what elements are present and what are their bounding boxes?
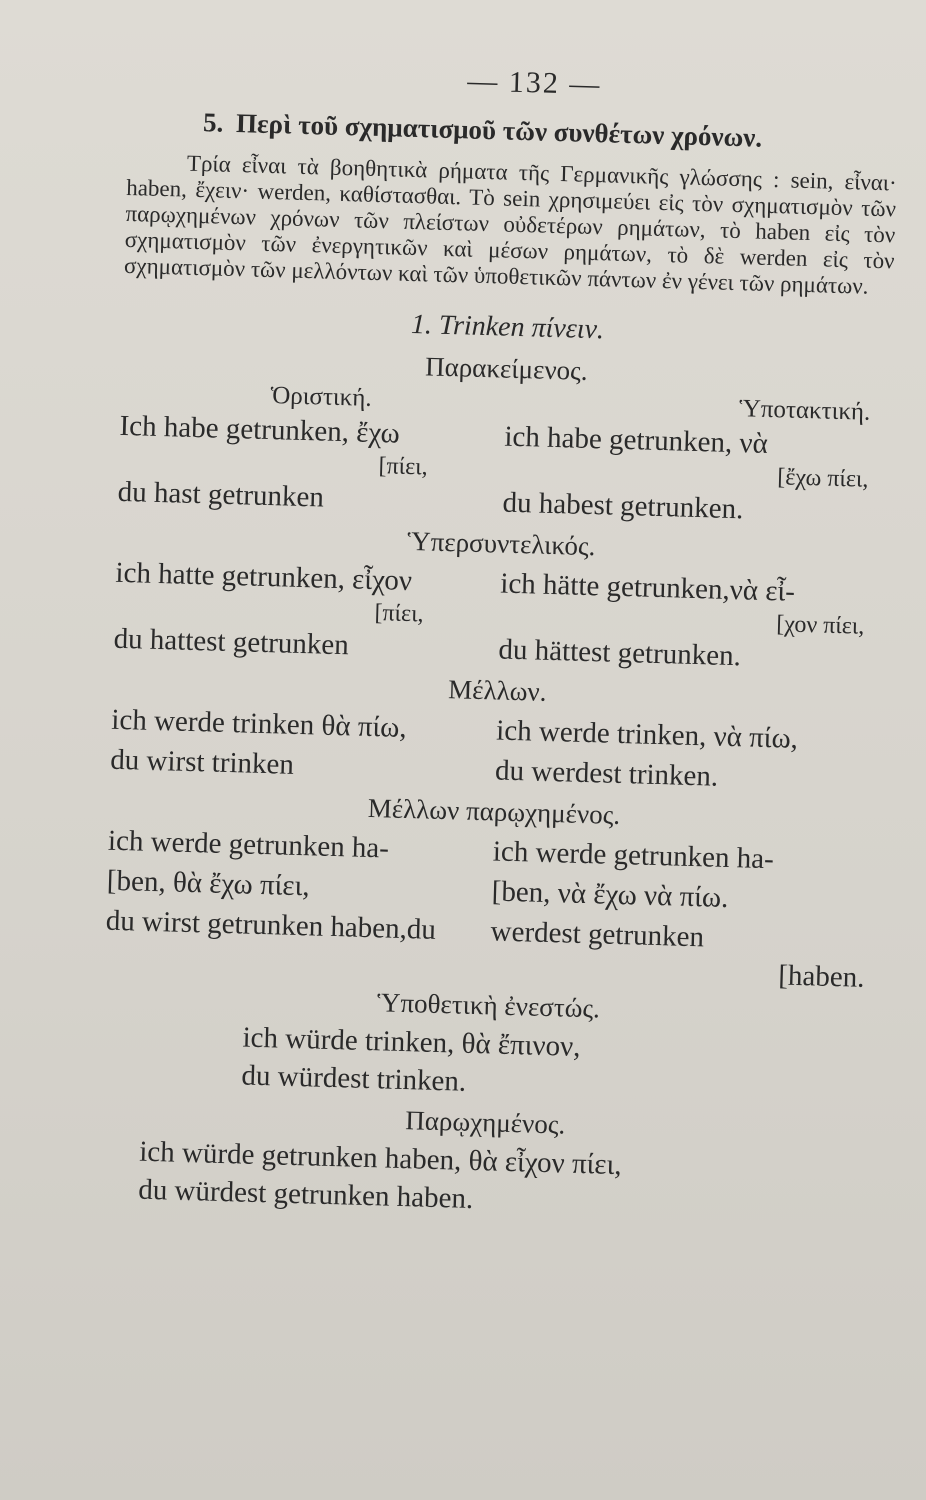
conjugation-right: werdest getrunken bbox=[490, 915, 705, 954]
conjugation-right: du werdest trinken. bbox=[494, 754, 719, 793]
conjugation-right: ich werde trinken, νὰ πίω, bbox=[495, 714, 799, 755]
continuation-left: [πίει, bbox=[374, 600, 424, 628]
conjugation-left: du hattest getrunken bbox=[113, 622, 350, 662]
conjugation-right: [ben, νὰ ἔχω νὰ πίω. bbox=[491, 875, 729, 915]
intro-paragraph: Τρία εἶναι τὰ βοηθητικὰ ρήματα τῆς Γερμανικῆς γλώσσης : sein, εἶναι· haben, ἔχειν· werden, καθίστασθαι. Τὸ sein χρησιμεύει εἰς τὸν σχηματισμὸν τῶν παρῳχημένων χρόνων τῶν πλείστων οὐδετέρων ρημάτων, τὸ haben εἰς τὸν σχηματισμὸν τῶν ἐνεργητικῶν καὶ μέσων ρημάτων, τὸ δὲ werden εἰς τὸν σχηματισμὸν τῶν μελλόντων καὶ τῶν ὑποθετικῶν πάντων ἐν γένει τῶν ρημάτων. bbox=[123, 150, 898, 299]
conjugation-right: ich hätte getrunken,νὰ εἶ- bbox=[499, 567, 796, 608]
tense-title-future-perfect: Μέλλων παρῳχημένος. bbox=[367, 792, 621, 830]
conjugation-left: [ben, θὰ ἔχω πίει, bbox=[106, 864, 311, 903]
conjugation-right: du habest getrunken. bbox=[502, 486, 744, 526]
subjunctive-label: Ὑποτακτική. bbox=[738, 395, 871, 426]
tense-title-conditional-past: Παρῳχημένος. bbox=[404, 1105, 566, 1140]
conjugation-left: ich werde getrunken ha- bbox=[107, 824, 390, 865]
conjugation-left: du hast getrunken bbox=[117, 475, 325, 514]
conjugation-line: du würdest trinken. bbox=[241, 1059, 467, 1098]
indicative-label: Ὁριστική. bbox=[270, 382, 373, 412]
continuation-left: [πίει, bbox=[378, 453, 429, 481]
page-text bbox=[98, 55, 900, 1229]
conjugation-line: ich würde getrunken haben, θὰ εἶχον πίει, bbox=[138, 1135, 623, 1182]
conjugation-left: Ich habe getrunken, ἔχω bbox=[119, 409, 401, 450]
tense-title-perfect: Παρακείμενος. bbox=[424, 351, 588, 386]
section-title: Περὶ τοῦ σχηματισμοῦ τῶν συνθέτων χρόνων. bbox=[235, 107, 763, 153]
conjugation-right: ich werde getrunken ha- bbox=[492, 835, 775, 876]
tense-title-conditional-present: Ὑποθετικὴ ἐνεστώς. bbox=[376, 987, 601, 1024]
conjugation-right: du hättest getrunken. bbox=[498, 633, 742, 673]
tense-title-future: Μέλλων. bbox=[447, 674, 547, 707]
conjugation-left: du wirst getrunken haben,du bbox=[105, 904, 437, 946]
conjugation-right: ich habe getrunken, νὰ bbox=[504, 420, 769, 460]
page-number: — 132 — bbox=[466, 64, 602, 102]
conjugation-line: du würdest getrunken haben. bbox=[137, 1173, 474, 1216]
continuation-right: [ἔχω πίει, bbox=[776, 464, 869, 493]
conjugation-left: ich werde trinken θὰ πίω, bbox=[110, 703, 408, 744]
tense-title-pluperfect: Ὑπερσυντελικός. bbox=[407, 525, 596, 562]
conjugation-line: ich würde trinken, θὰ ἔπινον, bbox=[242, 1021, 581, 1063]
continuation-right: [χον πίει, bbox=[775, 611, 865, 640]
conjugation-continuation: [haben. bbox=[777, 959, 865, 994]
conjugation-left: du wirst trinken bbox=[109, 743, 295, 781]
conjugation-left: ich hatte getrunken, εἶχον bbox=[115, 556, 413, 598]
section-number: 5. bbox=[202, 107, 224, 138]
subsection-title: 1. Trinken πίνειν. bbox=[410, 308, 605, 346]
